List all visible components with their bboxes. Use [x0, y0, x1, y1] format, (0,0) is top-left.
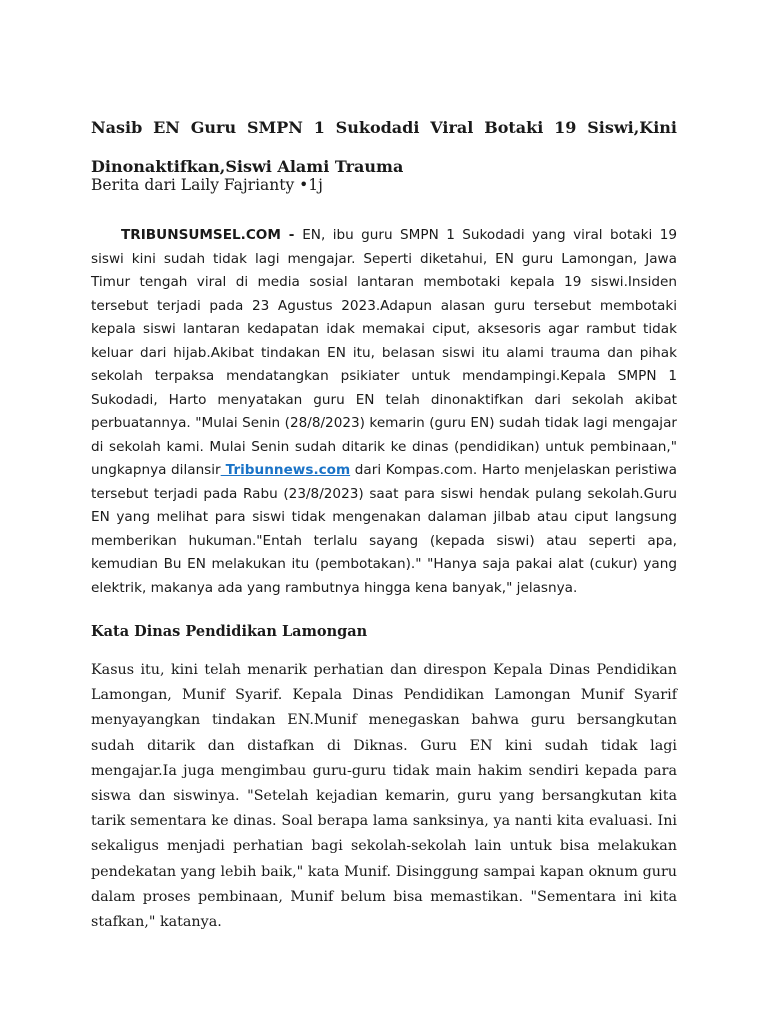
body-paragraph: Kasus itu, kini telah menarik perhatian dan direspon Kepala Dinas Pendidikan Lamongan, Munif Syarif. Kepala Dinas Pendidikan Lamongan Munif Syarif menyayangkan tindakan EN.Munif menegaskan bahwa guru bersangkutan sudah ditarik dan distafkan di Diknas. Guru EN kini sudah tidak lagi mengajar.Ia juga mengimbau guru-guru tidak main hakim sendiri kepada para siswa dan siswinya. "Setelah kejadian kemarin, guru yang bersangkutan kita tarik sementara ke dinas. Soal berapa lama sanksinya, ya nanti kita evaluasi. Ini sekaligus menjadi perhatian bagi sekolah-sekolah lain untuk bisa melakukan pendekatan yang lebih baik," kata Munif. Disinggung sampai kapan oknum guru dalam proses pembinaan, Munif belum bisa memastikan. "Sementara ini kita stafkan," katanya.: [91, 662, 677, 931]
article-title: Nasib EN Guru SMPN 1 Sukodadi Viral Botaki 19 Siswi,Kini Dinonaktifkan,Siswi Alami Trauma: [91, 118, 677, 176]
article: [91, 0, 677, 935]
section-heading: Kata Dinas Pendidikan Lamongan: [91, 623, 368, 640]
article-byline: Berita dari Laily Fajrianty •1j: [91, 176, 323, 194]
tribunnews-link[interactable]: Tribunnews.com: [220, 462, 351, 478]
lead-paragraph: [91, 224, 677, 600]
source-label: TRIBUNSUMSEL.COM -: [121, 227, 303, 243]
lead-text-part2: dari Kompas.com. Harto menjelaskan peristiwa tersebut terjadi pada Rabu (23/8/2023) saat para siswi hendak pulang sekolah.Guru EN yang melihat para siswi tidak mengenakan dalaman jilbab atau ciput langsung memberikan hukuman."Entah terlalu sayang (kepada siswi) atau seperti apa, kemudian Bu EN melakukan itu (pembotakan)." "Hanya saja pakai alat (cukur) yang elektrik, makanya ada yang rambutnya hingga kena banyak," jelasnya.: [91, 462, 677, 596]
lead-text-part1: EN, ibu guru SMPN 1 Sukodadi yang viral botaki 19 siswi kini sudah tidak lagi mengajar. Seperti diketahui, EN guru Lamongan, Jawa Timur tengah viral di media sosial lantaran membotaki kepala 19 siswi.Insiden tersebut terjadi pada 23 Agustus 2023.Adapun alasan guru tersebut membotaki kepala siswi lantaran kedapatan idak memakai ciput, aksesoris agar rambut tidak keluar dari hijab.Akibat tindakan EN itu, belasan siswi itu alami trauma dan pihak sekolah terpaksa mendatangkan psikiater untuk mendampingi.Kepala SMPN 1 Sukodadi, Harto menyatakan guru EN telah dinonaktifkan dari sekolah akibat perbuatannya. "Mulai Senin (28/8/2023) kemarin (guru EN) sudah tidak lagi mengajar di sekolah kami. Mulai Senin sudah ditarik ke dinas (pendidikan) untuk pembinaan," ungkapnya dilansir: [91, 227, 677, 478]
